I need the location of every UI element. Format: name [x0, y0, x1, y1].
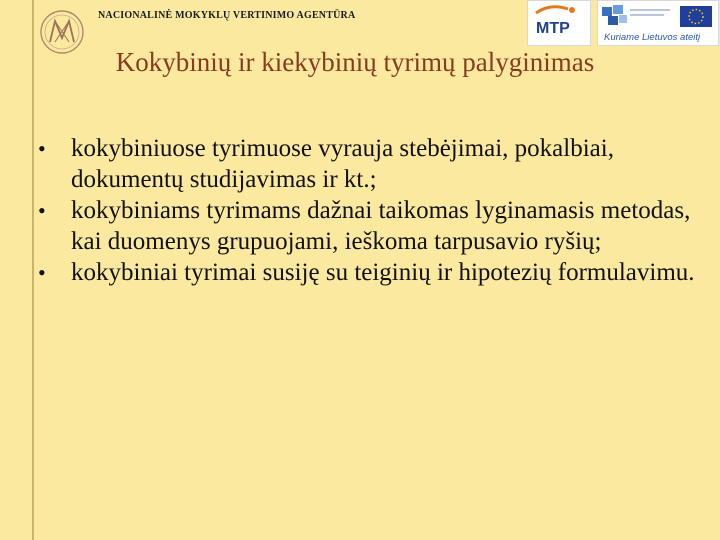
mtp-logo-text: MTP	[536, 20, 570, 37]
puzzle-icon	[602, 5, 627, 25]
bullet-item	[38, 134, 708, 195]
bullet-icon: •	[38, 260, 46, 285]
slide-title: Kokybinių ir kiekybinių tyrimų palyginimas	[115, 47, 595, 77]
eu-banner-graphic	[598, 1, 718, 45]
eu-flag-icon	[680, 6, 712, 27]
bullet-text: kokybiniuose tyrimuose vyrauja stebėjimai, pokalbiai, dokumentų studijavimas ir kt.;	[71, 135, 614, 193]
agency-logo	[38, 8, 86, 56]
bullet-icon: •	[38, 198, 46, 223]
eu-slogan: Kuriame Lietuvos ateitį	[604, 32, 701, 43]
eu-structural-funds-banner	[597, 0, 719, 46]
bullet-item	[38, 258, 708, 289]
bullet-item	[38, 196, 708, 257]
agency-name: NACIONALINĖ MOKYKLŲ VERTINIMO AGENTŪRA	[98, 10, 356, 21]
left-margin-bar	[0, 0, 34, 540]
bullet-list	[38, 134, 708, 290]
bullet-text: kokybiniams tyrimams dažnai taikomas lyginamasis metodas, kai duomenys grupuojami, ieškoma tarpusavio ryšių;	[71, 197, 691, 255]
bullet-icon: •	[38, 136, 46, 161]
mtp-logo	[527, 0, 591, 46]
bullet-text: kokybiniai tyrimai susiję su teiginių ir hipotezių formulavimu.	[71, 259, 695, 286]
mtp-logo-graphic	[528, 1, 590, 45]
